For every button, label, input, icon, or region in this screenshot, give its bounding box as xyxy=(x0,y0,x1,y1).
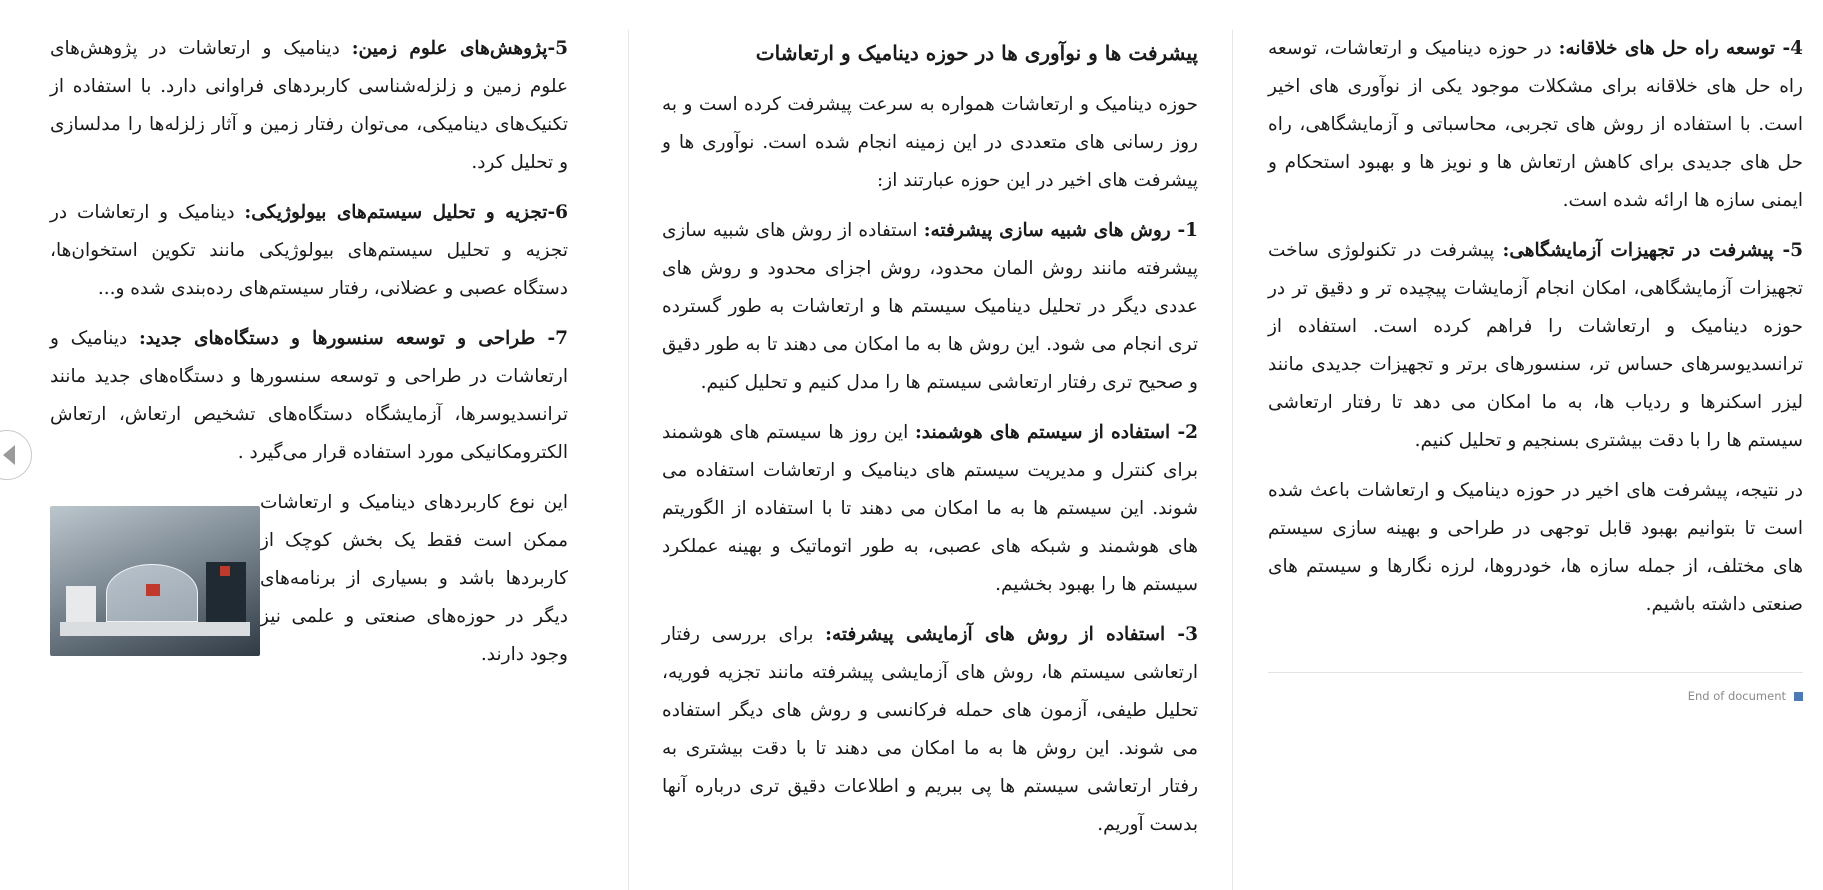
paragraph-intro: حوزه دینامیک و ارتعاشات همواره به سرعت پیشرفت کرده است و به روز رسانی های متعددی در این زمینه انجام شده است. نوآوری ها و پیشرفت های اخیر در این حوزه عبارتند از: xyxy=(662,94,1198,191)
paragraph-lab-equipment xyxy=(1268,232,1803,460)
paragraph-conclusion: در نتیجه، پیشرفت های اخیر در حوزه دینامیک و ارتعاشات باعث شده است تا بتوانیم بهبود قابل توجهی در طراحی و بهینه سازی سیستم های مختلف، از جمله سازه ها، خودروها، لرزه نگارها و سیستم های صنعتی داشته باشیم. xyxy=(1268,480,1803,615)
end-of-document-marker xyxy=(1600,687,1803,705)
figure-wrap-block xyxy=(50,484,568,686)
lab-equipment-image xyxy=(50,506,260,656)
paragraph-smart-systems xyxy=(662,414,1198,604)
heading-sensors-devices: 7- طراحی و توسعه سنسورها و دستگاه‌های جدید: xyxy=(138,328,568,349)
figure-red-part xyxy=(220,566,230,576)
text-simulation-methods: استفاده از روش های شبیه سازی پیشرفته مانند روش المان محدود، روش اجزای محدود و روش های عددی دیگر در تحلیل دینامیک سیستم ها و ارتعاشات به طور گسترده تری انجام می شود. این روش ها به ما امکان می دهند تا به طور دقیق و صحیح تری رفتار ارتعاشی سیستم ها را مدل کنیم و تحلیل کنیم. xyxy=(662,220,1198,393)
paragraph-sensors-devices xyxy=(50,320,568,472)
heading-experimental-methods: 3- استفاده از روش های آزمایشی پیشرفته: xyxy=(825,624,1198,645)
column-divider xyxy=(628,30,629,890)
heading-lab-equipment: 5- پیشرفت در تجهیزات آزمایشگاهی: xyxy=(1502,240,1803,261)
heading-creative-solutions: 4- توسعه راه حل های خلاقانه: xyxy=(1558,38,1803,59)
paragraph-creative-solutions xyxy=(1268,30,1803,220)
text-biological-systems: دینامیک و ارتعاشات در تجزیه و تحلیل سیستم‌های بیولوژیکی مانند تکوین استخوان‌ها، دستگاه عصبی و عضلانی، رفتار سیستم‌های رده‌بندی شده و... xyxy=(50,202,568,299)
heading-earth-sciences: 5-پژوهش‌های علوم زمین: xyxy=(351,38,569,59)
right-column xyxy=(1268,30,1803,636)
left-column xyxy=(50,30,568,686)
square-icon xyxy=(1794,692,1803,701)
end-of-document-label: End of document xyxy=(1687,689,1786,703)
text-earth-sciences: دینامیک و ارتعاشات در پژوهش‌های علوم زمین و زلزله‌شناسی کاربردهای فراوانی دارد. با استفاده از تکنیک‌های دینامیکی، می‌توان رفتار زمین و آثار زلزله‌ها را مدلسازی و تحلیل کرد. xyxy=(50,38,568,173)
paragraph-earth-sciences xyxy=(50,30,568,182)
text-creative-solutions: در حوزه دینامیک و ارتعاشات، توسعه راه حل های خلاقانه برای مشکلات موجود یکی از نوآوری های اخیر است. با استفاده از روش های تجربی، محاسباتی و آزمایشگاهی، راه حل های جدیدی برای کاهش ارتعاش ها و نویز ها و بهبود استحکام و ایمنی سازه ها ارائه شده است. xyxy=(1268,38,1803,211)
paragraph-experimental-methods xyxy=(662,616,1198,844)
paragraph-applications-note: این نوع کاربردهای دینامیک و ارتعاشات ممکن است فقط یک بخش کوچک از کاربردها باشد و بسیاری از برنامه‌های دیگر در حوزه‌های صنعتی و علمی نیز وجود دارند. xyxy=(260,492,568,665)
end-divider xyxy=(1268,672,1803,673)
column-divider xyxy=(1232,30,1233,890)
previous-page-chevron-left-icon[interactable] xyxy=(0,430,32,480)
heading-biological-systems: 6-تجزیه و تحلیل سیستم‌های بیولوژیکی: xyxy=(244,202,568,223)
heading-simulation-methods: 1- روش های شبیه سازی پیشرفته: xyxy=(923,220,1199,241)
middle-column xyxy=(662,30,1198,856)
text-experimental-methods: برای بررسی رفتار ارتعاشی سیستم ها، روش های آزمایشی پیشرفته مانند تجزیه فوریه، تحلیل طیفی، آزمون های حمله فرکانسی و روش های دیگر استفاده می شوند. این روش ها به ما امکان می دهند تا با دقت بیشتری به رفتار ارتعاشی سیستم ها پی ببریم و اطلاعات دقیق تری درباره آنها بدست آوریم. xyxy=(662,624,1198,835)
heading-smart-systems: 2- استفاده از سیستم های هوشمند: xyxy=(914,422,1199,443)
figure-device xyxy=(66,586,96,622)
paragraph-biological-systems xyxy=(50,194,568,308)
text-sensors-devices: دینامیک و ارتعاشات در طراحی و توسعه سنسورها و دستگاه‌های جدید مانند ترانسدیوسرها، آزمایشگاه دستگاه‌های تشخیص ارتعاش، ارتعاش الکترومکانیکی مورد استفاده قرار می‌گیرد . xyxy=(50,328,568,463)
text-smart-systems: این روز ها سیستم های هوشمند برای کنترل و مدیریت سیستم های دینامیک و ارتعاشات استفاده می شوند. این سیستم ها به ما امکان می دهند تا با استفاده از الگوریتم های هوشمند و شبکه های عصبی، به طور اتوماتیک و بهینه عملکرد سیستم ها را بهبود بخشیم. xyxy=(662,422,1198,595)
text-lab-equipment: پیشرفت در تکنولوژی ساخت تجهیزات آزمایشگاهی، امکان انجام آزمایشات پیچیده تر و دقیق تر در حوزه دینامیک و ارتعاشات را فراهم کرده است. استفاده از ترانسدیوسرهای حساس تر، سنسورهای برتر و تجهیزات جدیدی مانند لیزر اسکنرها و ردیاب ها، به ما امکان می دهد تا رفتار ارتعاشی سیستم ها را با دقت بیشتری بسنجیم و تحلیل کنیم. xyxy=(1268,240,1803,451)
section-title: پیشرفت ها و نوآوری ها در حوزه دینامیک و ارتعاشات xyxy=(755,41,1198,65)
paragraph-simulation-methods xyxy=(662,212,1198,402)
figure-bench xyxy=(60,622,250,636)
figure-red-part xyxy=(146,584,160,596)
